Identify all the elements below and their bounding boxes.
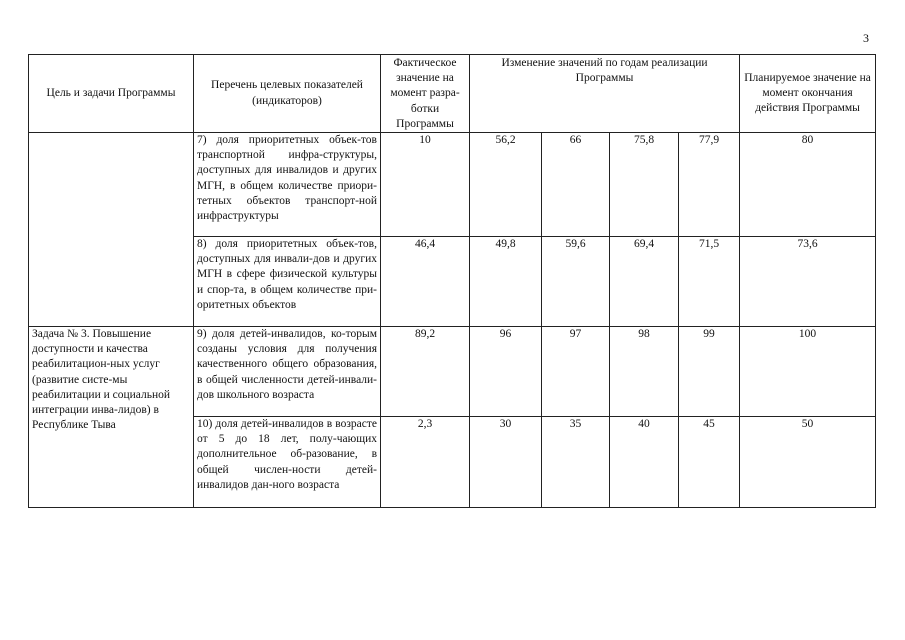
- year-value: 71,5: [679, 237, 740, 327]
- year-value: 75,8: [610, 133, 679, 237]
- indicators-table: [28, 54, 876, 508]
- year-value: 97: [542, 327, 610, 417]
- year-value: 77,9: [679, 133, 740, 237]
- year-value: 96: [470, 327, 542, 417]
- year-value: 99: [679, 327, 740, 417]
- year-value: 30: [470, 417, 542, 508]
- year-value: 98: [610, 327, 679, 417]
- goal-cell: [29, 133, 194, 327]
- year-value: 66: [542, 133, 610, 237]
- indicator-cell: 7) доля приоритетных объек-тов транспортной инфра-структуры, доступных для инвалидов и других МГН, в общем количестве приори-тетных объектов транспорт-ной инфраструктуры: [194, 133, 381, 237]
- year-value: 35: [542, 417, 610, 508]
- planned-value: 100: [740, 327, 876, 417]
- year-value: 45: [679, 417, 740, 508]
- actual-value: 46,4: [381, 237, 470, 327]
- actual-value: 2,3: [381, 417, 470, 508]
- header-goal: Цель и задачи Программы: [29, 55, 194, 133]
- indicator-cell: 9) доля детей-инвалидов, ко-торым созданы условия для получения качественного общего образования, в общей численности детей-инвали-дов школьного возраста: [194, 327, 381, 417]
- year-value: 59,6: [542, 237, 610, 327]
- header-row: [29, 55, 876, 133]
- page-number: 3: [863, 31, 869, 45]
- header-indicators: Перечень целевых показателей (индикаторов): [194, 55, 381, 133]
- planned-value: 80: [740, 133, 876, 237]
- indicator-cell: 8) доля приоритетных объек-тов, доступных для инвали-дов и других МГН в сфере физической культуры и спор-та, в общем количестве при-оритетных объектов: [194, 237, 381, 327]
- goal-cell: Задача № 3. Повышение доступности и качества реабилитацион-ных услуг (развитие систе-мы реабилитации и социальной интеграции инва-лидов) в Республике Тыва: [29, 327, 194, 508]
- planned-value: 50: [740, 417, 876, 508]
- year-value: 49,8: [470, 237, 542, 327]
- year-value: 69,4: [610, 237, 679, 327]
- actual-value: 10: [381, 133, 470, 237]
- table-row: [29, 327, 876, 417]
- year-value: 56,2: [470, 133, 542, 237]
- header-change: Изменение значений по годам реализации Программы: [470, 55, 740, 133]
- indicator-cell: 10) доля детей-инвалидов в возрасте от 5 до 18 лет, полу-чающих дополнительное об-разование, в общей числен-ности детей-инвалидов дан-ного возраста: [194, 417, 381, 508]
- header-planned: Планируемое значение на момент окончания действия Программы: [740, 55, 876, 133]
- table-row: [29, 133, 876, 237]
- year-value: 40: [610, 417, 679, 508]
- header-actual: Фактическое значение на момент разра-ботки Программы: [381, 55, 470, 133]
- actual-value: 89,2: [381, 327, 470, 417]
- planned-value: 73,6: [740, 237, 876, 327]
